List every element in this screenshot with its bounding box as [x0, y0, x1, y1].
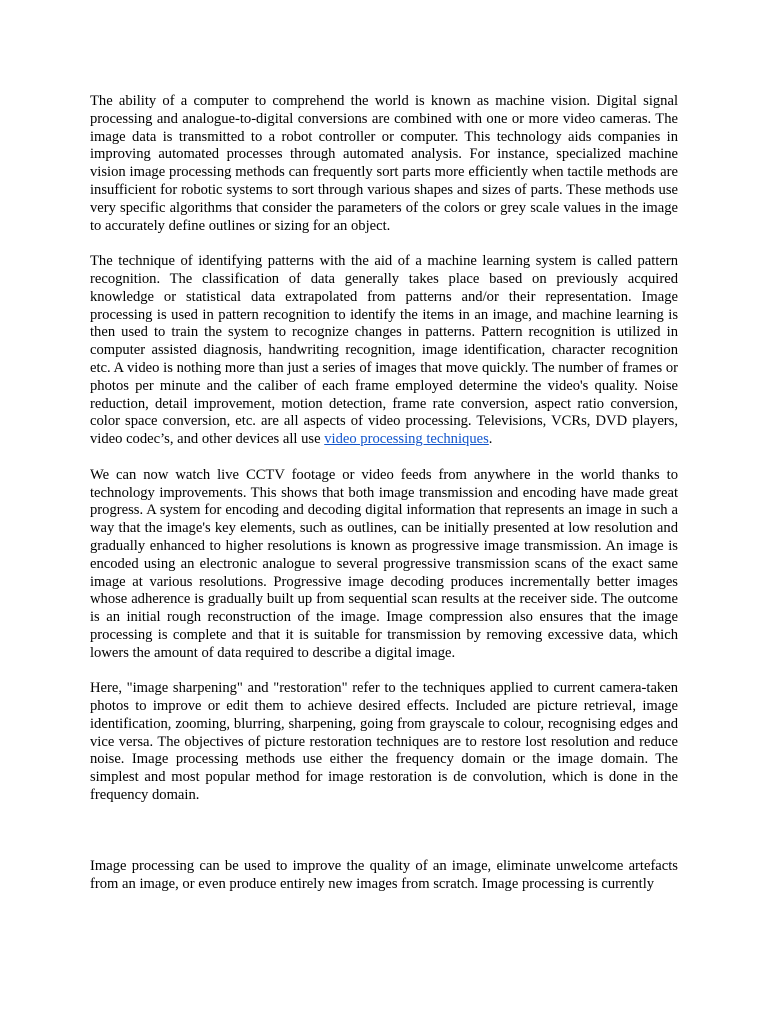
paragraph-image-quality: Image processing can be used to improve the quality of an image, eliminate unwelcome artefacts from an image, or even produce entirely new images from scratch. Image processing is currently: [90, 858, 678, 893]
paragraph-pattern-recognition: [90, 253, 678, 449]
video-processing-techniques-link[interactable]: video processing techniques: [324, 431, 489, 448]
paragraph-image-sharpening: Here, "image sharpening" and "restoration" refer to the techniques applied to current camera-taken photos to improve or edit them to achieve desired effects. Included are picture retrieval, image identification, zooming, blurring, sharpening, going from grayscale to colour, recognising edges and vice versa. The objectives of picture restoration techniques are to restore lost resolution and reduce noise. Image processing methods use either the frequency domain or the image domain. The simplest and most popular method for image restoration is de convolution, which is done in the frequency domain.: [90, 680, 678, 804]
paragraph-image-transmission: We can now watch live CCTV footage or video feeds from anywhere in the world thanks to technology improvements. This shows that both image transmission and encoding have made great progress. A system for encoding and decoding digital information that represents an image in such a way that the image's key elements, such as outlines, can be initially presented at low resolution and gradually enhanced to higher resolutions is known as progressive image transmission. An image is encoded using an electronic analogue to several progressive transmission scans of the exact same image at various resolutions. Progressive image decoding produces incrementally better images whose adherence is gradually built up from sequential scan results at the receiver side. The outcome is an initial rough reconstruction of the image. Image compression also ensures that the image processing is complete and that it is suitable for transmission by removing excessive data, which lowers the amount of data required to describe a digital image.: [90, 466, 678, 661]
paragraph-machine-vision: The ability of a computer to comprehend the world is known as machine vision. Digital signal processing and analogue-to-digital conversions are combined with one or more video cameras. The image data is transmitted to a robot controller or computer. This technology aids companies in improving automated processes through automated analysis. For instance, specialized machine vision image processing methods can frequently sort parts more efficiently when tactile methods are insufficient for robotic systems to sort through various shapes and sizes of parts. These methods use very specific algorithms that consider the parameters of the colors or grey scale values in the image to accurately define outlines or sizing for an object.: [90, 93, 678, 234]
paragraph-pattern-recognition-end: .: [488, 431, 493, 448]
paragraph-pattern-recognition-text: The technique of identifying patterns with the aid of a machine learning system is called pattern recognition. The classification of data generally takes place based on previously acquired knowledge or statistical data extrapolated from patterns and/or their representation. Image processing is used in pattern recognition to identify the items in an image, and machine learning is then used to train the system to recognize changes in patterns. Pattern recognition is utilized in computer assisted diagnosis, handwriting recognition, image identification, character recognition etc. A video is nothing more than just a series of images that move quickly. The number of frames or photos per minute and the caliber of each frame employed determine the video's quality. Noise reduction, detail improvement, motion detection, frame rate conversion, aspect ratio conversion, color space conversion, etc. are all aspects of video processing. Televisions, VCRs, DVD players, video codec’s, and other devices all use: [90, 253, 678, 448]
document-page: [90, 93, 678, 912]
